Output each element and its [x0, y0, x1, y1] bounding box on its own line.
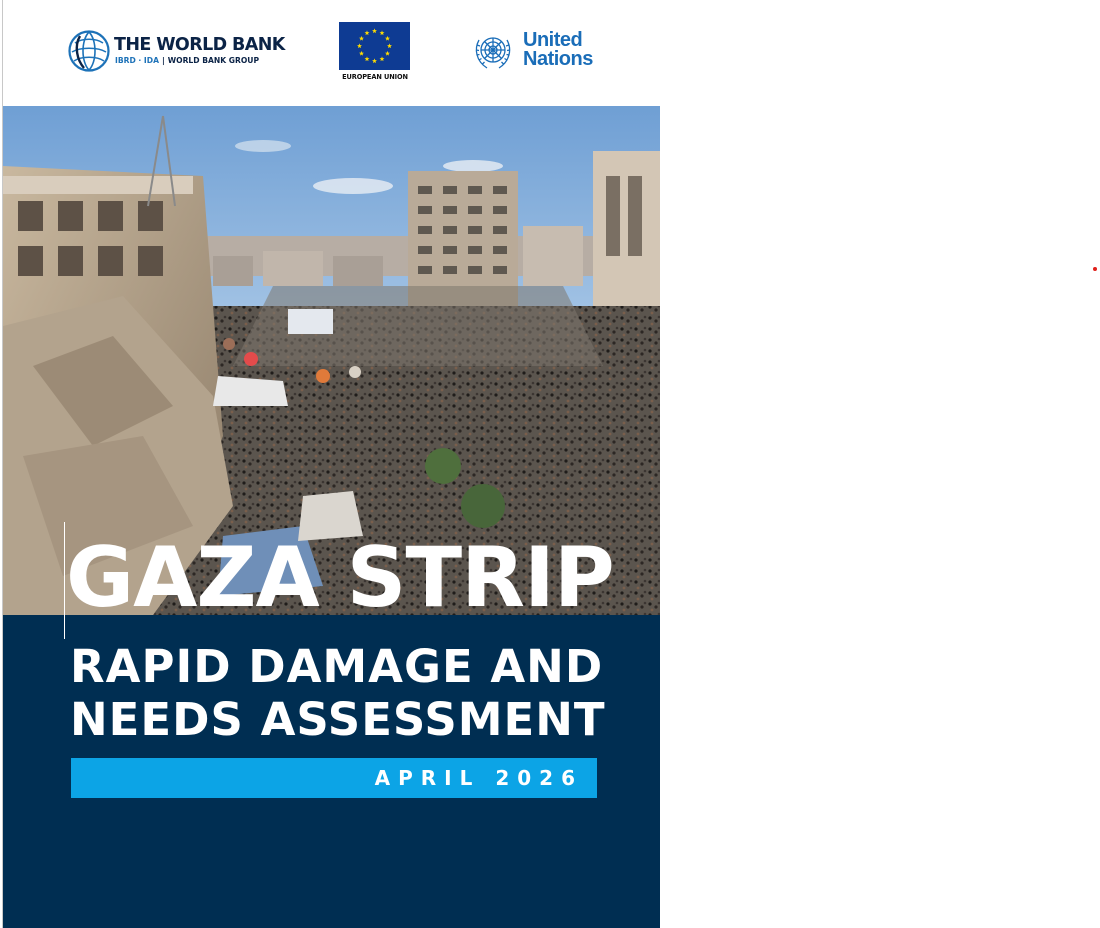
- cover-title: GAZA STRIP: [66, 529, 614, 626]
- world-bank-sub-separator: |: [161, 56, 165, 65]
- united-nations-logo: [473, 30, 603, 72]
- cover-subtitle: [70, 640, 606, 746]
- eu-star-icon: [357, 43, 362, 48]
- world-bank-globe-icon: [68, 30, 110, 72]
- eu-star-icon: [359, 36, 364, 41]
- eu-star-icon: [365, 30, 370, 35]
- european-union-logo: [339, 22, 411, 82]
- eu-flag-icon: [339, 22, 410, 70]
- cover-date: APRIL 2026: [374, 766, 583, 790]
- eu-caption: EUROPEAN UNION: [342, 73, 408, 81]
- eu-star-icon: [359, 51, 364, 56]
- un-emblem-icon: [473, 31, 513, 71]
- world-bank-sub-ibrd-ida: IBRD · IDA: [115, 56, 159, 65]
- un-wordmark-line-2: Nations: [523, 48, 593, 70]
- cover-subtitle-line-2: NEEDS ASSESSMENT: [70, 693, 606, 746]
- un-wordmark-line-1: United: [523, 29, 583, 51]
- eu-stars: [339, 22, 410, 70]
- title-accent-rule: [64, 522, 65, 639]
- eu-star-icon: [380, 56, 385, 61]
- eu-star-icon: [385, 51, 390, 56]
- stray-red-dot: [1093, 267, 1097, 271]
- world-bank-sub-group: WORLD BANK GROUP: [167, 56, 260, 65]
- eu-star-icon: [380, 30, 385, 35]
- world-bank-title: THE WORLD BANK: [114, 35, 285, 55]
- world-bank-subtitle: [115, 56, 259, 65]
- eu-star-icon: [385, 36, 390, 41]
- world-bank-logo: [68, 30, 283, 74]
- cover-subtitle-line-1: RAPID DAMAGE AND: [70, 640, 604, 693]
- eu-star-icon: [387, 43, 392, 48]
- united-nations-wordmark: [523, 31, 593, 69]
- eu-star-icon: [372, 28, 377, 33]
- eu-star-icon: [365, 56, 370, 61]
- date-band: [71, 758, 597, 798]
- eu-star-icon: [372, 58, 377, 63]
